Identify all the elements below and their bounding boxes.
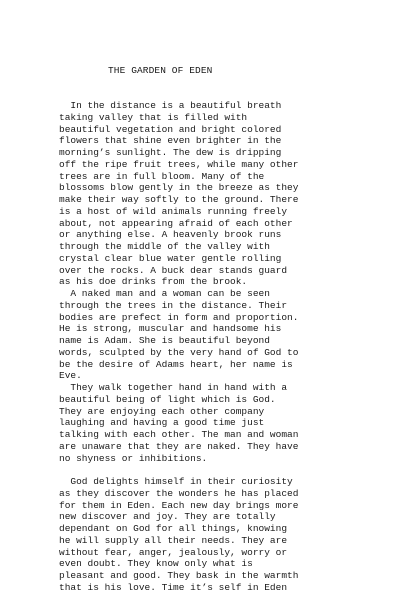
text-line: are unaware that they are naked. They have — [59, 440, 299, 452]
text-line: A naked man and a woman can be seen — [59, 288, 270, 299]
text-line: Eve. — [59, 370, 82, 382]
text-line: bodies are prefect in form and proportion. — [59, 311, 299, 323]
text-line: trees are in full bloom. Many of the — [59, 170, 265, 182]
text-line: beautiful vegetation and bright colored — [59, 123, 282, 135]
text-line: is a host of wild animals running freely — [59, 205, 288, 217]
text-line: as his doe drinks from the brook. — [59, 276, 248, 288]
text-line: laughing and having a good time just — [59, 417, 265, 429]
text-line: new discover and joy. They are totally — [59, 511, 276, 523]
text-line: without fear, anger, jealously, worry or — [59, 546, 288, 558]
paragraph — [59, 100, 359, 288]
document-body — [59, 100, 359, 594]
text-line: pleasant and good. They bask in the warmth — [59, 570, 299, 581]
text-line: he will supply all their needs. They are — [59, 534, 288, 546]
text-line: as they discover the wonders he has placed — [59, 487, 299, 499]
text-line: blossoms blow gently in the breeze as they — [59, 182, 299, 194]
text-line: God delights himself in their curiosity — [59, 476, 293, 487]
paragraph — [59, 476, 359, 594]
paragraph-spacer — [59, 464, 359, 476]
text-line: He is strong, muscular and handsome his — [59, 323, 282, 335]
text-line: through the trees in the distance. Their — [59, 299, 288, 311]
document-title: THE GARDEN OF EDEN — [108, 65, 213, 76]
text-line: morning’s sunlight. The dew is dripping — [59, 147, 282, 158]
text-line: dependant on God for all things, knowing — [59, 523, 288, 534]
paragraph — [59, 288, 359, 382]
text-line: through the middle of the valley with — [59, 241, 270, 252]
text-line: off the ripe fruit trees, while many other — [59, 158, 299, 170]
text-line: be the desire of Adams heart, her name is — [59, 358, 293, 370]
text-line: talking with each other. The man and woman — [59, 429, 299, 440]
text-line: make their way softly to the ground. There — [59, 194, 299, 205]
text-line: or anything else. A heavenly brook runs — [59, 229, 282, 241]
text-line: even doubt. They know only what is — [59, 558, 253, 570]
text-line: words, sculpted by the very hand of God to — [59, 346, 299, 358]
text-line: beautiful being of light which is God. — [59, 393, 276, 405]
text-line: no shyness or inhibitions. — [59, 452, 208, 464]
text-line: taking valley that is filled with — [59, 111, 248, 123]
text-line: over the rocks. A buck dear stands guard — [59, 264, 288, 276]
text-line: about, not appearing afraid of each other — [59, 217, 293, 229]
paragraph — [59, 382, 359, 464]
text-line: flowers that shine even brighter in the — [59, 135, 282, 147]
text-line: They are enjoying each other company — [59, 405, 265, 417]
text-line: crystal clear blue water gentle rolling — [59, 252, 282, 264]
text-line: In the distance is a beautiful breath — [59, 100, 282, 111]
text-line: that is his love. Time it’s self in Eden — [59, 581, 288, 593]
text-line: They walk together hand in hand with a — [59, 382, 288, 393]
text-line: name is Adam. She is beautiful beyond — [59, 335, 270, 346]
text-line: for them in Eden. Each new day brings more — [59, 499, 299, 511]
